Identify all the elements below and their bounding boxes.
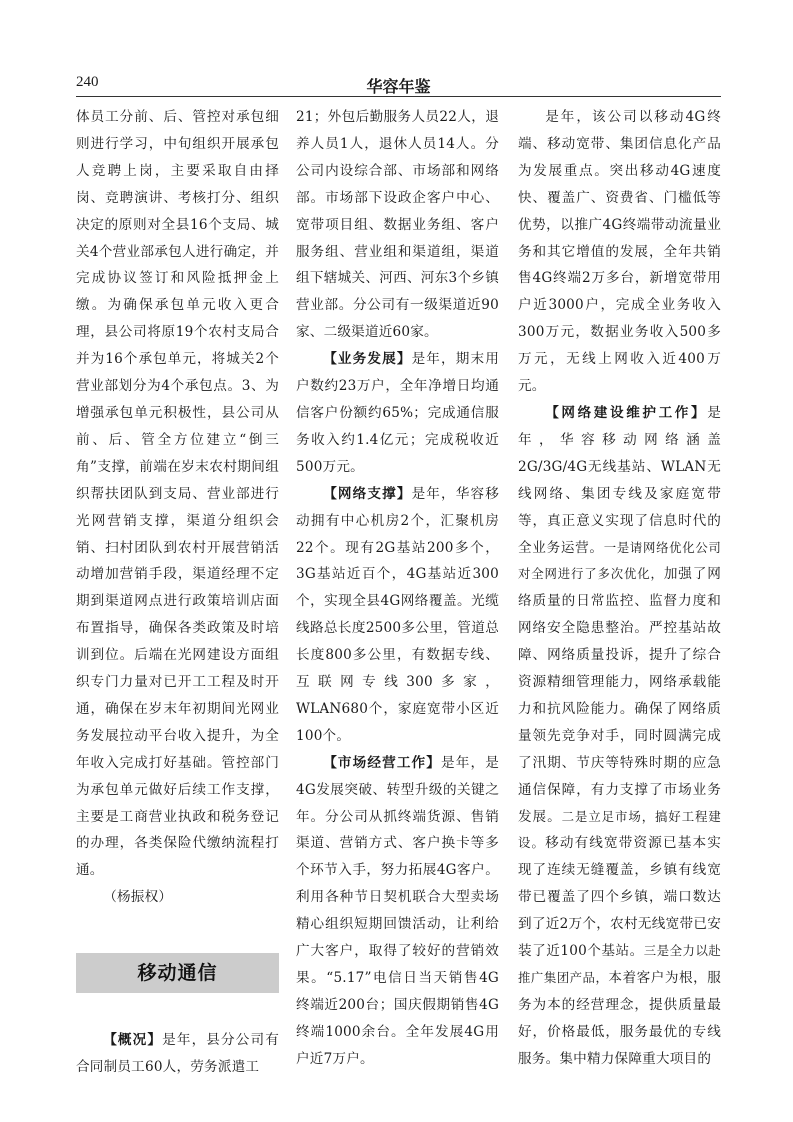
note-first: 一是请网络优化公司对全网进行了多次优化， xyxy=(518,539,721,582)
text-column-left xyxy=(76,104,279,1081)
paragraph-network-construction xyxy=(518,400,721,1073)
note-third: 三是全力以赴推广集团产品， xyxy=(518,943,721,985)
section-title: 移动通信 xyxy=(137,961,218,984)
paragraph-market xyxy=(296,750,499,1073)
paragraph-network xyxy=(296,481,499,750)
paragraph-contracting: 体员工分前、后、管控对承包细则进行学习，中旬组织开展承包人竞聘上岗，主要采取自由择岗、竞聘演讲、考核打分、组织决定的原则对全县16个支局、城关4个营业部承包人进行确定，并完成协议签订和风险抵押金上缴。为确保承包单元收入更合理，县公司将原19个农村支局合并为16个承包单元，将城关2个营业部划分为4个承包点。3、为增强承包单元积极性，县公司从前、后、管全方位建立“倒三角”支撑，前端在岁末农村期间组织帮扶团队到支局、营业部进行光网营销支撑，渠道分组织会销、扫村团队到农村开展营销活动增加营销手段，渠道经理不定期到渠道网点进行政策培训店面布置指导，确保各类政策及时培训到位。后端在光网建设方面组织专门力量对已开工工程及时开通，确保在岁末年初期间光网业务发展拉动平台收入提升，为全年收入完成打好基础。管控部门为承包单元做好后续工作支撑，主要是工商营业执政和税务登记的办理，各类保险代缴纳流程打通。 xyxy=(76,109,279,879)
author-signature: （杨振权） xyxy=(103,889,173,906)
text-column-right xyxy=(518,104,721,1073)
book-title: 华容年鉴 xyxy=(366,77,431,96)
construction-heading: 【网络建设维护工作】 xyxy=(545,404,708,421)
overview-text: 是年，县分公司有合同制员工60人，劳务派遣工 xyxy=(76,1032,279,1076)
paragraph-staffing: 21；外包后勤服务人员22人，退养人员1人，退休人员14人。分公司内设综合部、市场部和网络部。市场部下设政企客户中心、宽带项目组、数据业务组、客户服务组、营业组和渠道组，渠道组下辖城关、河西、河东3个乡镇营业部。分公司有一级渠道近90家、二级渠道近60家。 xyxy=(296,109,499,341)
running-header xyxy=(76,74,721,96)
construction-text-b: 加强了网络质量的日常监控、监督力度和网络安全隐患整治。严控基站故障、网络质量投诉，提升了综合资源精细管理能力，网络承载能力和抗风险能力。确保了网络质量领先竞争对手，同时圆满完成了汛期、节庆等特殊时期的应急通信保障，有力支撑了市场业务发展。 xyxy=(518,566,721,825)
market-heading: 【市场经营工作】 xyxy=(323,754,442,771)
header-rule xyxy=(76,96,721,97)
construction-text-d: 本着客户为根，服务为本的经营理念，提供质量最好，价格最低，服务最优的专线服务。集中精力保障重大项目的 xyxy=(518,970,721,1067)
note-second: 二是立足市场，搞好工程建设。 xyxy=(518,808,721,851)
construction-text-a: 是年，华容移动网络涵盖2G/3G/4G无线基站、WLAN无线网络、集团专线及家庭宽带等，真正意义实现了信息时代的全业务运营。 xyxy=(518,404,721,556)
network-heading: 【网络支撑】 xyxy=(323,485,412,502)
paragraph-4g-focus: 是年，该公司以移动4G终端、移动宽带、集团信息化产品为发展重点。突出移动4G速度快、覆盖广、资费省、门槛低等优势，以推广4G终端带动流量业务和其它增值的发展，全年共销售4G终端2万多台，新增宽带用户近3000户，完成全业务收入300万元，数据业务收入500多万元，无线上网收入近400万元。 xyxy=(518,109,721,395)
construction-text-c: 移动有线宽带资源已基本实现了连续无缝覆盖，乡镇有线宽带已覆盖了四个乡镇，端口数达到了近2万个，农村无线宽带已安装了近100个基站。 xyxy=(518,835,721,960)
section-header-box xyxy=(76,953,279,993)
text-column-middle xyxy=(296,104,499,1073)
paragraph-business xyxy=(296,346,499,481)
business-heading: 【业务发展】 xyxy=(323,351,412,368)
business-text: 是年，期末用户数约23万户，全年净增日均通信客户份额约65%；完成通信服务收入约1.4亿元；完成税收近500万元。 xyxy=(296,351,499,475)
market-text: 是年，是4G发展突破、转型升级的关键之年。分公司从抓终端货源、售销渠道、营销方式、客户换卡等多个环节入手，努力拓展4G客户。利用各种节日契机联合大型卖场精心组织短期回馈活动，让利给广大客户，取得了较好的营销效果。“5.17”电信日当天销售4G终端近200台；国庆假期销售4G终端1000余台。全年发展4G用户近7万户。 xyxy=(296,754,499,1067)
overview-heading: 【概况】 xyxy=(103,1032,163,1049)
network-text: 是年，华容移动拥有中心机房2个，汇聚机房22个。现有2G基站200多个，3G基站近百个，4G基站近300个，实现全县4G网络覆盖。光缆线路总长度2500多公里，管道总长度800多公里，有数据专线、互联网专线300多家，WLAN680个，家庭宽带小区近100个。 xyxy=(296,485,499,744)
page-number: 240 xyxy=(76,74,99,90)
paragraph-overview xyxy=(76,1027,279,1081)
